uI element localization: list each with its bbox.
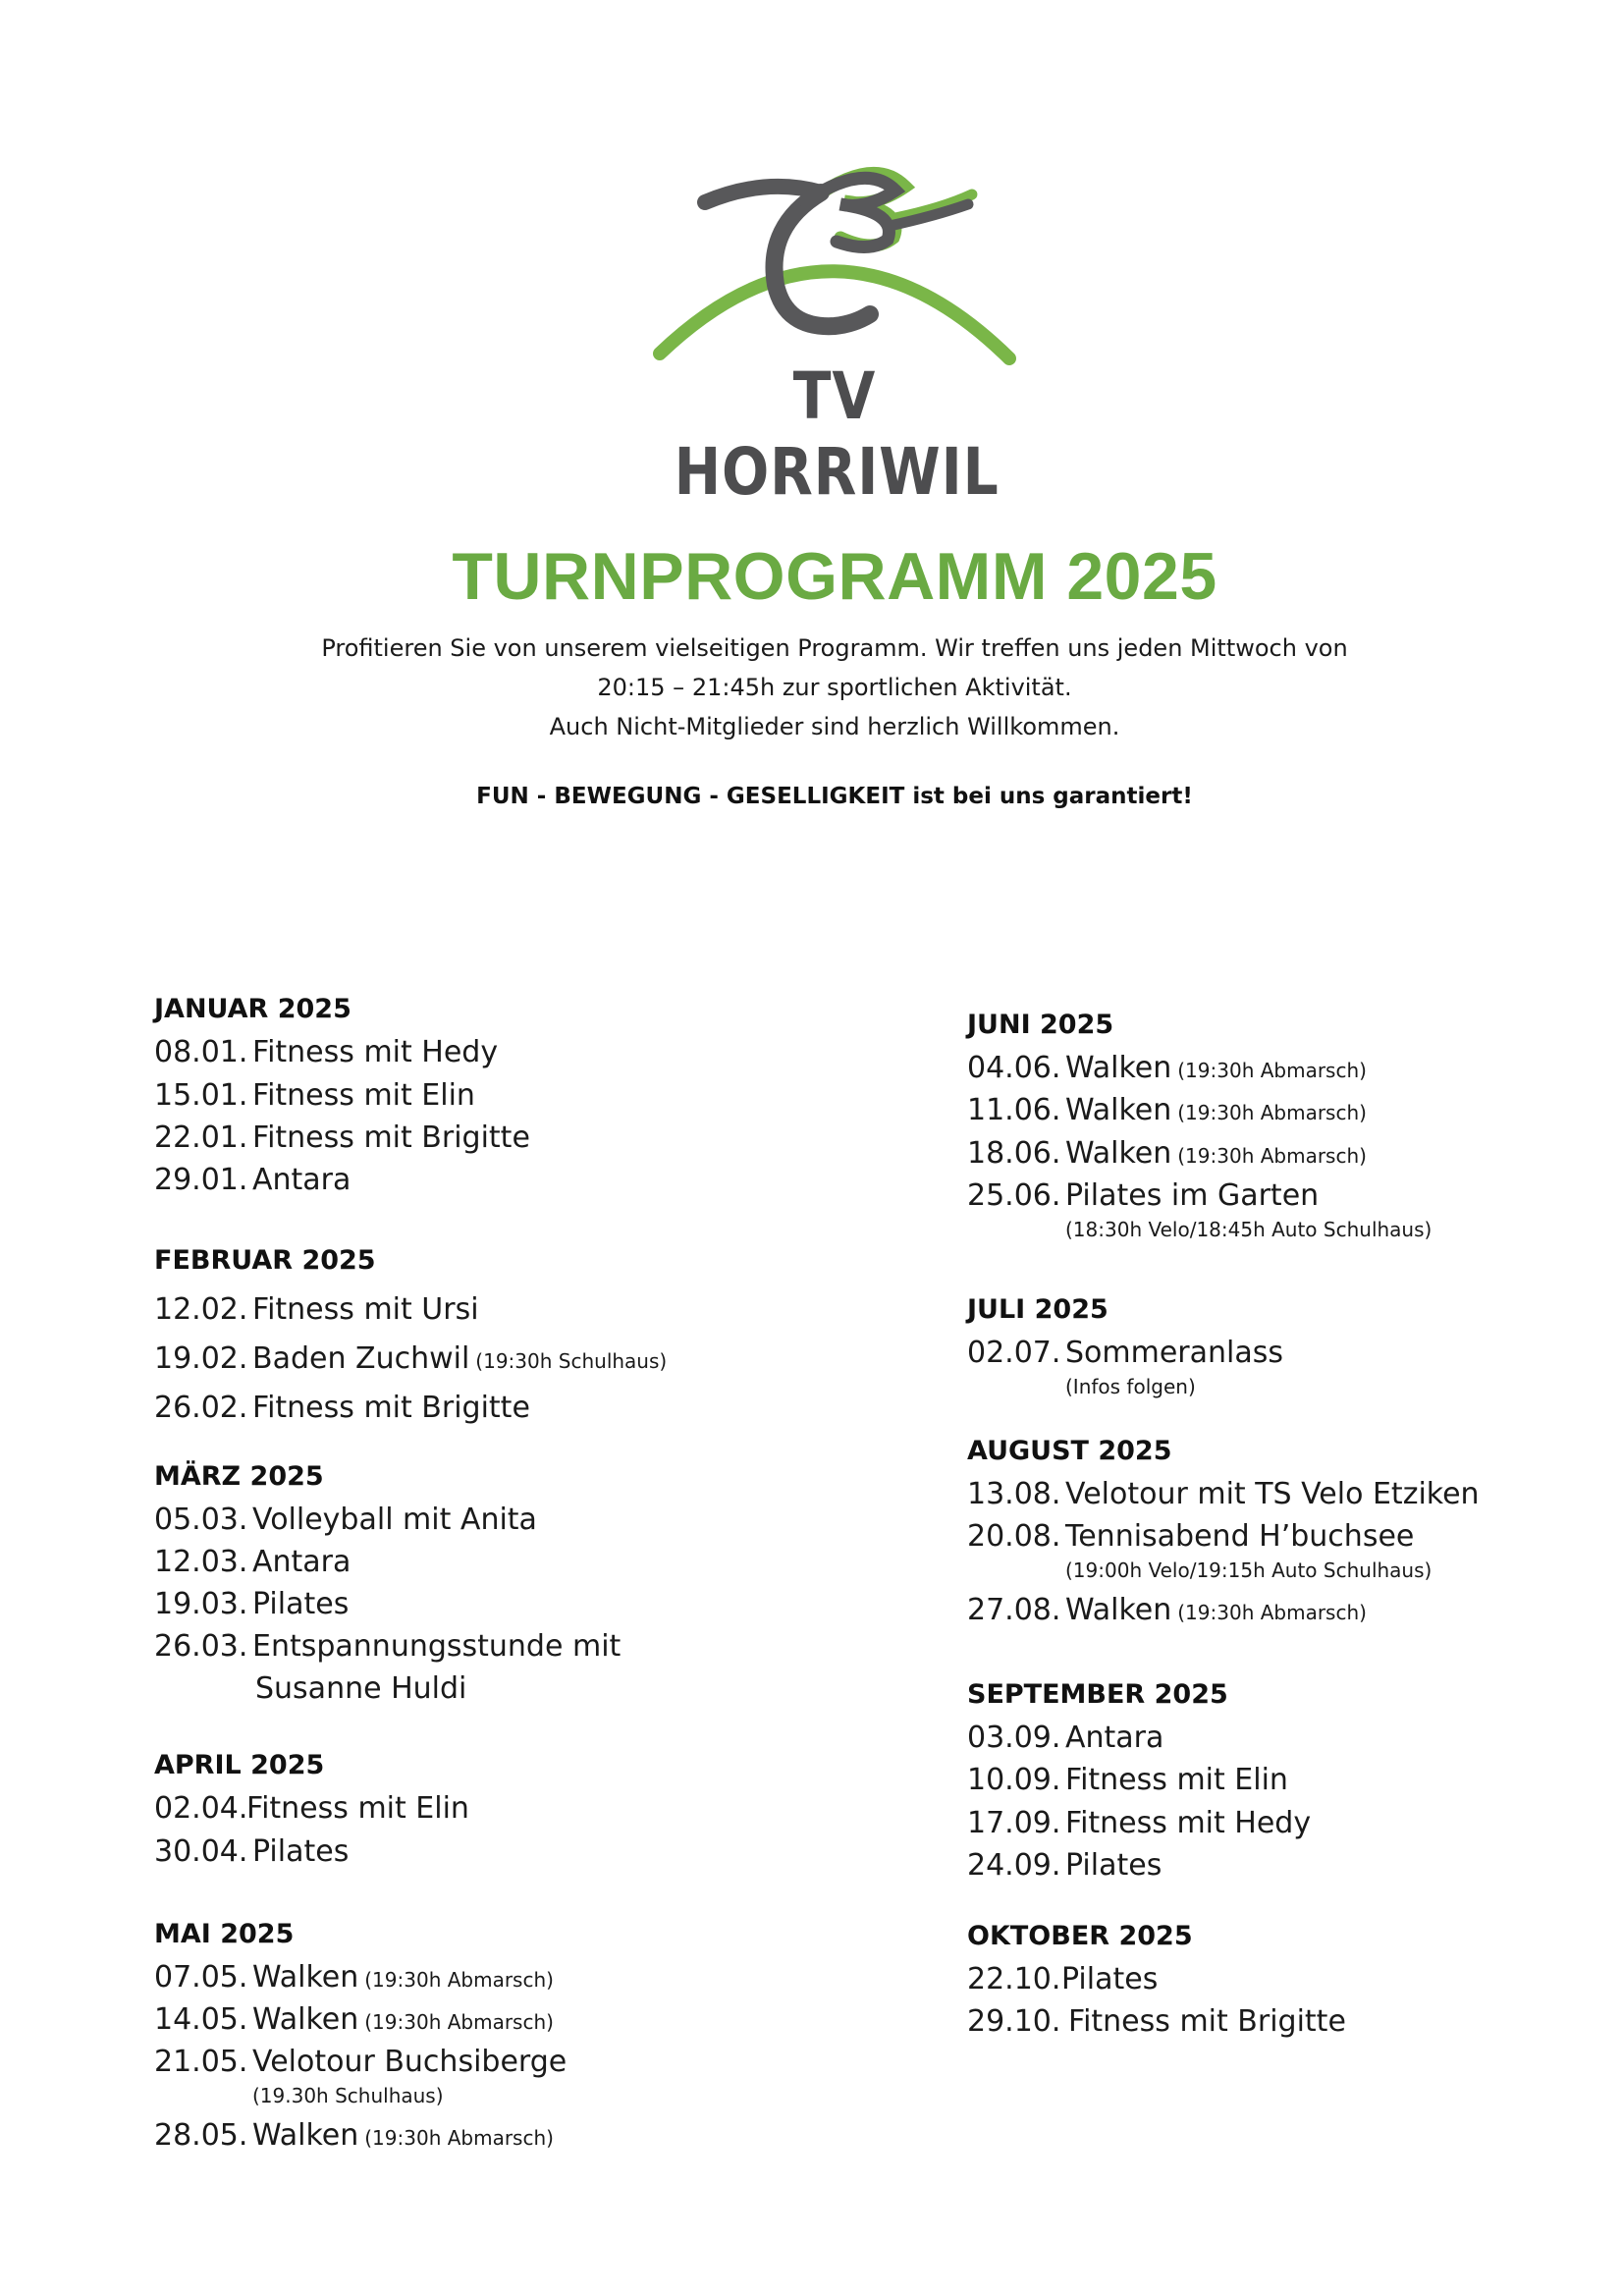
event-title: Pilates — [1065, 1848, 1162, 1883]
event-date: 05.03. — [154, 1503, 248, 1537]
event-entry — [154, 1078, 475, 1113]
event-title: Fitness mit Hedy — [1065, 1806, 1312, 1840]
event-title: Pilates — [252, 1834, 350, 1869]
event-entry — [154, 1503, 537, 1537]
event-date: 27.08. — [967, 1593, 1061, 1627]
event-title: Antara — [1065, 1721, 1164, 1755]
event-title: Fitness mit Elin — [252, 1078, 475, 1113]
month-heading-maerz: MÄRZ 2025 — [154, 1461, 324, 1492]
event-date: 29.01. — [154, 1163, 248, 1197]
event-note: (19:30h Abmarsch) — [1177, 1101, 1367, 1124]
month-heading-januar: JANUAR 2025 — [154, 994, 351, 1024]
event-date: 24.09. — [967, 1848, 1061, 1883]
event-title: Fitness mit Elin — [246, 1791, 469, 1826]
event-note: (19:30h Abmarsch) — [1177, 1059, 1367, 1082]
event-entry — [967, 1093, 1367, 1127]
month-heading-mai: MAI 2025 — [154, 1919, 295, 1949]
event-title: Fitness mit Brigitte — [252, 1391, 530, 1425]
event-note: (19:30h Abmarsch) — [364, 2010, 554, 2034]
event-entry — [154, 1834, 349, 1869]
event-entry — [154, 1545, 351, 1579]
event-title: Antara — [252, 1545, 351, 1579]
slogan: FUN - BEWEGUNG - GESELLIGKEIT ist bei uns garantiert! — [476, 784, 1193, 809]
event-title: Fitness mit Elin — [1065, 1763, 1288, 1797]
event-title: Pilates — [1061, 1962, 1159, 1996]
event-title: Pilates im Garten — [1065, 1178, 1320, 1213]
event-date: 22.01. — [154, 1121, 248, 1155]
event-entry — [154, 1121, 530, 1155]
event-entry — [967, 1477, 1480, 1511]
event-date: 03.09. — [967, 1721, 1061, 1755]
event-date: 17.09. — [967, 1806, 1061, 1840]
event-date: 21.05. — [154, 2045, 248, 2079]
event-date: 25.06. — [967, 1178, 1061, 1213]
event-date: 19.02. — [154, 1341, 248, 1376]
event-date: 02.04. — [154, 1791, 248, 1826]
event-title: Velotour mit TS Velo Etziken — [1065, 1477, 1480, 1511]
event-title: Walken — [252, 1960, 359, 1995]
event-entry — [967, 1721, 1163, 1755]
event-entry — [967, 1051, 1367, 1085]
club-name-logo-text: TV HORRIWIL — [674, 358, 1000, 510]
event-title: Walken — [252, 2002, 359, 2037]
event-entry — [967, 1519, 1414, 1554]
event-entry — [154, 1391, 530, 1425]
event-title: Antara — [252, 1163, 351, 1197]
event-date: 02.07. — [967, 1336, 1061, 1370]
event-entry — [154, 2002, 554, 2037]
event-title: Entspannungsstunde mit — [252, 1629, 622, 1664]
event-date: 26.03. — [154, 1629, 248, 1664]
month-heading-april: APRIL 2025 — [154, 1750, 325, 1780]
event-title: Fitness mit Brigitte — [1068, 2004, 1346, 2039]
event-title: Walken — [1065, 1136, 1172, 1171]
month-heading-oktober: OKTOBER 2025 — [967, 1921, 1193, 1951]
event-entry — [154, 1629, 621, 1664]
event-entry — [154, 1035, 498, 1069]
month-heading-februar: FEBRUAR 2025 — [154, 1245, 376, 1276]
event-subnote: (18:30h Velo/18:45h Auto Schulhaus) — [1065, 1218, 1433, 1241]
event-date: 22.10. — [967, 1962, 1061, 1996]
event-date: 12.03. — [154, 1545, 248, 1579]
event-entry — [967, 1136, 1367, 1171]
event-date: 20.08. — [967, 1519, 1061, 1554]
event-date: 08.01. — [154, 1035, 248, 1069]
event-entry — [967, 1178, 1319, 1213]
event-note: (19:30h Abmarsch) — [364, 2126, 554, 2150]
month-heading-september: SEPTEMBER 2025 — [967, 1679, 1228, 1710]
event-title: Baden Zuchwil — [252, 1341, 470, 1376]
event-title: Walken — [252, 2118, 359, 2153]
intro-text — [0, 629, 1622, 746]
event-entry — [154, 1791, 469, 1826]
event-date: 15.01. — [154, 1078, 248, 1113]
event-title-continuation: Susanne Huldi — [255, 1671, 467, 1706]
event-title: Fitness mit Hedy — [252, 1035, 499, 1069]
page-title: TURNPROGRAMM 2025 — [452, 539, 1217, 614]
event-note: (19:30h Schulhaus) — [475, 1349, 668, 1373]
event-entry — [154, 1163, 351, 1197]
event-subnote: (Infos folgen) — [1065, 1375, 1196, 1398]
event-entry — [967, 1962, 1158, 1996]
month-heading-august: AUGUST 2025 — [967, 1436, 1172, 1466]
event-date: 18.06. — [967, 1136, 1061, 1171]
event-date: 12.02. — [154, 1292, 248, 1327]
event-subnote: (19.30h Schulhaus) — [252, 2084, 444, 2107]
event-entry — [967, 1848, 1162, 1883]
event-entry — [154, 1587, 349, 1621]
event-title: Volleyball mit Anita — [252, 1503, 537, 1537]
event-title: Walken — [1065, 1593, 1172, 1627]
intro-line-1: Profitieren Sie von unserem vielseitigen Programm. Wir treffen uns jeden Mittwoch von — [321, 634, 1348, 662]
event-date: 04.06. — [967, 1051, 1061, 1085]
event-date: 29.10. — [967, 2004, 1061, 2039]
event-entry — [967, 2004, 1346, 2039]
event-date: 13.08. — [967, 1477, 1061, 1511]
month-heading-juni: JUNI 2025 — [967, 1010, 1114, 1040]
event-date: 28.05. — [154, 2118, 248, 2153]
event-subnote: (19:00h Velo/19:15h Auto Schulhaus) — [1065, 1558, 1433, 1582]
event-title: Walken — [1065, 1093, 1172, 1127]
event-entry — [154, 2045, 567, 2079]
event-title: Pilates — [252, 1587, 350, 1621]
event-entry — [154, 2118, 554, 2153]
event-date: 19.03. — [154, 1587, 248, 1621]
event-entry — [967, 1806, 1311, 1840]
event-date: 14.05. — [154, 2002, 248, 2037]
intro-line-2: 20:15 – 21:45h zur sportlichen Aktivität. — [597, 674, 1072, 701]
event-title: Tennisabend H’buchsee — [1065, 1519, 1415, 1554]
event-title: Walken — [1065, 1051, 1172, 1085]
event-title: Fitness mit Ursi — [252, 1292, 479, 1327]
event-note: (19:30h Abmarsch) — [1177, 1144, 1367, 1168]
event-date: 11.06. — [967, 1093, 1061, 1127]
event-date: 26.02. — [154, 1391, 248, 1425]
event-entry — [154, 1341, 667, 1376]
event-entry — [967, 1336, 1283, 1370]
event-entry — [967, 1593, 1367, 1627]
event-title: Velotour Buchsiberge — [252, 2045, 568, 2079]
event-entry — [967, 1763, 1288, 1797]
intro-line-3: Auch Nicht-Mitglieder sind herzlich Willkommen. — [549, 713, 1120, 740]
event-title: Sommeranlass — [1065, 1336, 1284, 1370]
event-date: 10.09. — [967, 1763, 1061, 1797]
event-title: Fitness mit Brigitte — [252, 1121, 530, 1155]
event-date: 07.05. — [154, 1960, 248, 1995]
event-entry — [154, 1292, 479, 1327]
club-logo — [648, 147, 1021, 510]
event-date: 30.04. — [154, 1834, 248, 1869]
event-note: (19:30h Abmarsch) — [364, 1968, 554, 1992]
month-heading-juli: JULI 2025 — [967, 1294, 1108, 1325]
event-note: (19:30h Abmarsch) — [1177, 1601, 1367, 1624]
event-entry — [154, 1960, 554, 1995]
